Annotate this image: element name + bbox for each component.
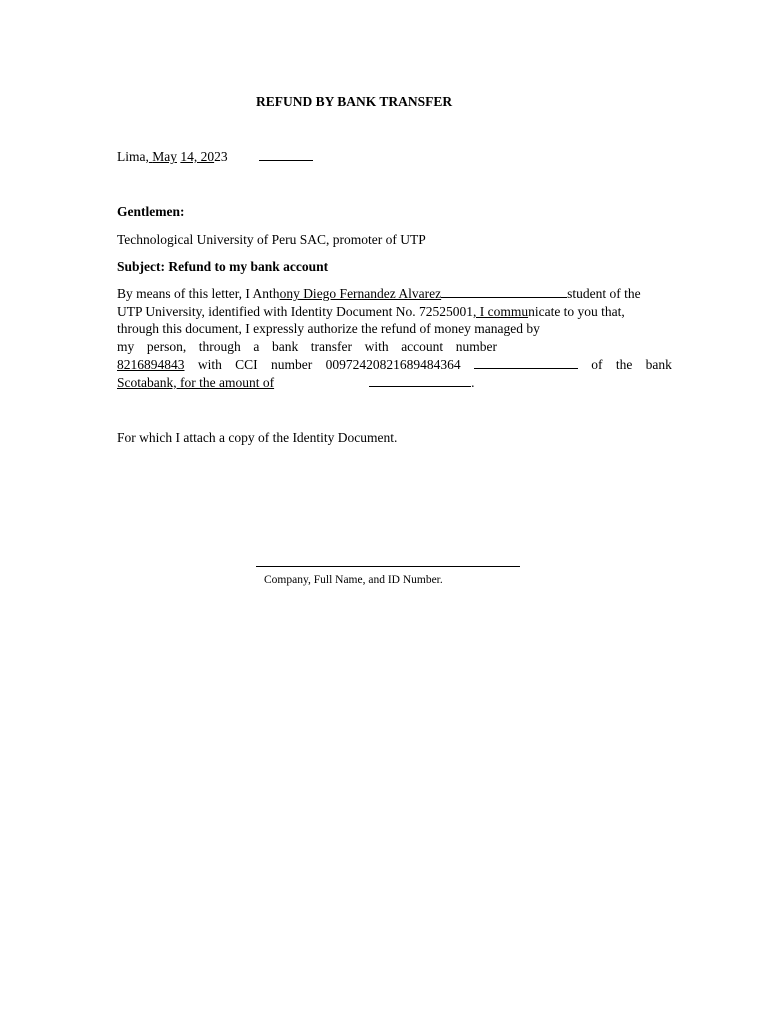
date-city: Lima, (117, 149, 149, 164)
word: bank (271, 339, 299, 354)
attachment-note: For which I attach a copy of the Identity Document. (117, 430, 398, 445)
body-text-underlined: , I commu (472, 304, 529, 319)
id-document-text: UTP University, identified with Identity Document No. 72525001 (117, 304, 473, 319)
word: number (271, 357, 313, 372)
date-month: May (152, 149, 177, 164)
word: with (197, 357, 222, 372)
salutation: Gentlemen: (117, 204, 185, 219)
document-title: REFUND BY BANK TRANSFER (256, 94, 453, 109)
word: CCI (235, 357, 258, 372)
body-line-5 (117, 356, 672, 373)
word: the (615, 357, 633, 372)
date-day-year: 14, 20 (180, 149, 215, 164)
body-text: By means of this letter, I Anth (117, 286, 280, 301)
body-line-6 (117, 374, 474, 391)
recipient: Technological University of Peru SAC, promoter of UTP (117, 232, 426, 247)
body-line-4 (117, 338, 497, 355)
word: with (364, 339, 389, 354)
word: a (253, 339, 260, 354)
word: through (198, 339, 241, 354)
date-line (117, 148, 313, 165)
name-blank (441, 286, 567, 298)
word: bank (645, 357, 672, 372)
signature-caption: Company, Full Name, and ID Number. (264, 574, 443, 586)
body-text: nicate to you that, (528, 304, 625, 319)
word: my (117, 339, 135, 354)
word: account (401, 339, 444, 354)
word: person, (146, 339, 187, 354)
subject-line: Subject: Refund to my bank account (117, 259, 329, 274)
body-line-1 (117, 285, 641, 302)
body-line-3: through this document, I expressly authorize the refund of money managed by (117, 321, 540, 336)
cci-blank (474, 357, 578, 369)
cci-number: 00972420821689484364 (325, 357, 461, 372)
word: transfer (310, 339, 353, 354)
word: of (591, 357, 603, 372)
date-year-end: 23 (214, 149, 228, 164)
word: number (455, 339, 497, 354)
period: . (471, 375, 475, 390)
body-text: student of the (567, 286, 641, 301)
amount-blank (369, 375, 471, 387)
bank-name: Scotabank, for the amount of (117, 375, 275, 390)
signature-line (256, 566, 520, 567)
body-line-2 (117, 303, 625, 320)
account-number: 8216894843 (117, 357, 185, 372)
date-blank-line (259, 149, 313, 161)
student-name: ony Diego Fernandez Alvarez (279, 286, 442, 301)
